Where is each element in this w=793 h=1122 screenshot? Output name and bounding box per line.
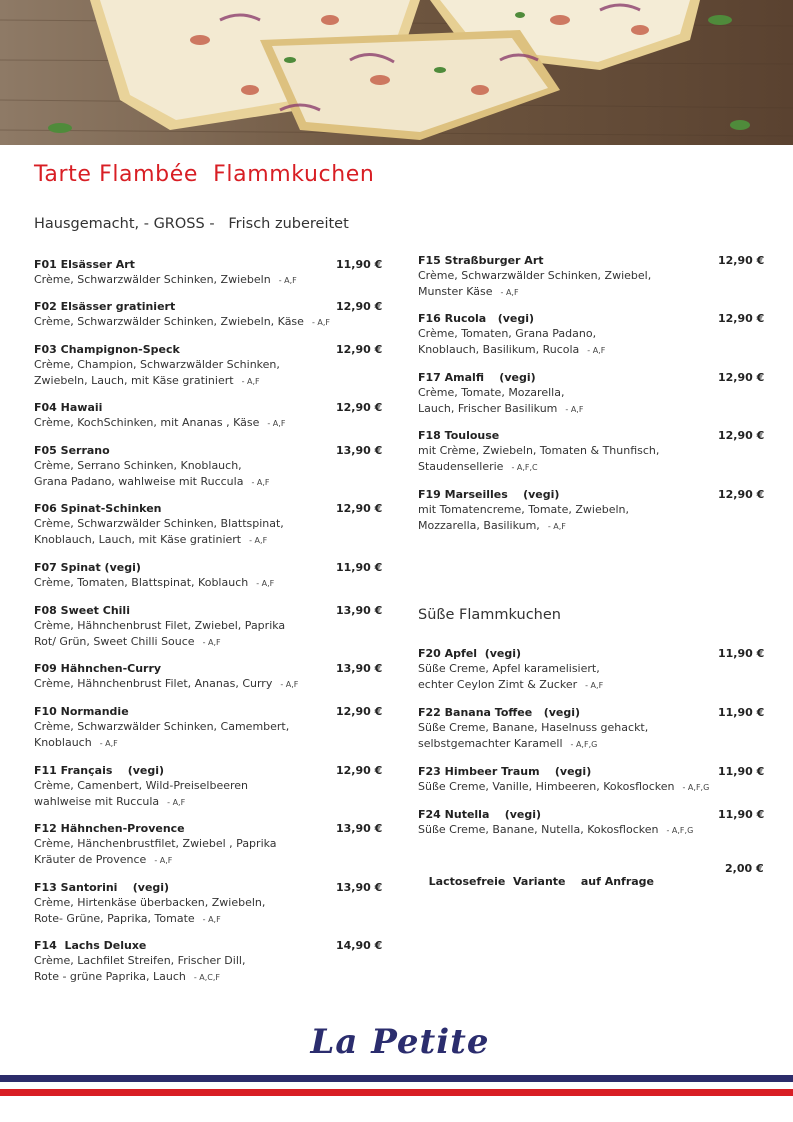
menu-item-name: F04 Hawaii xyxy=(34,401,103,414)
menu-item xyxy=(418,807,768,839)
menu-item-description-text: Crème, Tomaten, Grana Padano, xyxy=(418,327,597,340)
menu-item-description-text: Süße Creme, Banane, Haselnuss gehackt, xyxy=(418,721,649,734)
menu-item-name: F23 Himbeer Traum (vegi) xyxy=(418,765,592,778)
menu-item-price: 13,90 € xyxy=(336,881,383,894)
menu-item-name: F14 Lachs Deluxe xyxy=(34,939,147,952)
menu-item-description xyxy=(34,516,384,532)
menu-item-name: F11 Français (vegi) xyxy=(34,764,165,777)
menu-item-description xyxy=(418,459,768,476)
menu-item-price: 11,90 € xyxy=(718,647,765,660)
menu-item-name: F15 Straßburger Art xyxy=(418,254,544,267)
menu-item-description xyxy=(34,794,384,811)
menu-item-allergens: - A,F xyxy=(267,419,286,428)
menu-item-description-text: Crème, Schwarzwälder Schinken, Camembert, xyxy=(34,720,290,733)
menu-item-description xyxy=(418,661,768,677)
menu-item-description xyxy=(34,911,384,928)
menu-item-name: F13 Santorini (vegi) xyxy=(34,881,170,894)
menu-item-allergens: - A,F xyxy=(249,535,268,545)
menu-item-description xyxy=(34,852,384,869)
menu-item xyxy=(34,661,384,693)
menu-item-description xyxy=(418,342,768,359)
menu-item-allergens: - A,F xyxy=(311,318,330,327)
menu-item-price: 13,90 € xyxy=(336,444,383,457)
menu-item-description-text: Crème, Hirtenkäse überbacken, Zwiebeln, xyxy=(34,896,266,909)
menu-item-name: F06 Spinat-Schinken xyxy=(34,502,162,515)
menu-item-description-text: Knoblauch, Lauch, mit Käse gratiniert xyxy=(34,532,242,546)
menu-item xyxy=(418,764,768,796)
menu-item-allergens: - A,F xyxy=(547,521,566,531)
menu-item xyxy=(34,763,384,810)
menu-item-description xyxy=(34,618,384,634)
menu-item-description xyxy=(34,357,384,373)
menu-item-description-text: Crème, Serrano Schinken, Knoblauch, xyxy=(34,459,242,472)
menu-item-description xyxy=(34,953,384,969)
la-petite-logo: La Petite xyxy=(310,1022,490,1062)
menu-item-description-text: Crème, Schwarzwälder Schinken, Zwiebel, xyxy=(418,269,652,282)
menu-item-description-text: Crème, Lachfilet Streifen, Frischer Dill, xyxy=(34,954,246,967)
menu-item-description-text: Crème, Schwarzwälder Schinken, Zwiebeln, Käse xyxy=(34,315,304,328)
menu-item-price: 12,90 € xyxy=(718,371,765,384)
hero-image-flammkuchen xyxy=(0,0,793,145)
menu-item-price: 13,90 € xyxy=(336,662,383,675)
menu-item-price: 13,90 € xyxy=(336,604,383,617)
menu-item-description xyxy=(34,836,384,852)
menu-item xyxy=(418,253,768,300)
menu-item-description xyxy=(34,719,384,735)
menu-item xyxy=(34,938,384,985)
menu-item-description-text: Crème, Hähnchenbrust Filet, Ananas, Curry xyxy=(34,677,273,690)
menu-item-description xyxy=(34,272,384,289)
menu-item-description-text: Rot/ Grün, Sweet Chilli Souce xyxy=(34,634,195,648)
menu-item-description xyxy=(418,326,768,342)
menu-item xyxy=(34,880,384,927)
menu-item xyxy=(34,821,384,868)
menu-item-description xyxy=(34,575,384,592)
menu-item-allergens: - A,F xyxy=(585,680,604,690)
menu-item-description-text: mit Crème, Zwiebeln, Tomaten & Thunfisch, xyxy=(418,444,660,457)
menu-item-allergens: - A,F xyxy=(251,477,270,487)
menu-item xyxy=(418,370,768,417)
menu-item-description xyxy=(418,385,768,401)
menu-item-description xyxy=(418,401,768,418)
sweet-section-title: Süße Flammkuchen xyxy=(418,607,561,623)
menu-item-description-text: echter Ceylon Zimt & Zucker xyxy=(418,677,578,691)
menu-item-description-text: Grana Padano, wahlweise mit Ruccula xyxy=(34,474,244,488)
flammkuchen-photo xyxy=(0,0,793,145)
menu-item-description-text: Crème, Schwarzwälder Schinken, Zwiebeln xyxy=(34,273,271,286)
menu-item-description-text: Süße Creme, Apfel karamelisiert, xyxy=(418,662,600,675)
menu-item-allergens: - A,F,G xyxy=(666,826,694,835)
menu-item xyxy=(34,299,384,331)
menu-item-allergens: - A,F,G xyxy=(570,739,598,749)
menu-item-price: 11,90 € xyxy=(336,258,383,271)
lactose-free-note xyxy=(421,862,766,901)
menu-item-allergens: - A,F xyxy=(154,855,173,865)
menu-item-price: 12,90 € xyxy=(336,401,383,414)
menu-item-description xyxy=(34,735,384,752)
menu-item-description xyxy=(418,502,768,518)
menu-item-allergens: - A,F xyxy=(99,738,118,748)
menu-item xyxy=(34,400,384,432)
menu-item-price: 12,90 € xyxy=(718,312,765,325)
menu-item-description-text: mit Tomatencreme, Tomate, Zwiebeln, xyxy=(418,503,629,516)
menu-item-name: F08 Sweet Chili xyxy=(34,604,130,617)
blue-stripe xyxy=(0,1075,793,1082)
page-subtitle: Hausgemacht, - GROSS - Frisch zubereitet xyxy=(34,216,349,232)
menu-item-description-text: Munster Käse xyxy=(418,284,493,298)
menu-item-description xyxy=(418,518,768,535)
menu-item xyxy=(34,704,384,751)
menu-item-price: 11,90 € xyxy=(718,808,765,821)
menu-item-description xyxy=(34,314,384,331)
menu-item-description xyxy=(34,474,384,491)
menu-item-description xyxy=(418,779,768,796)
menu-item-price: 14,90 € xyxy=(336,939,383,952)
menu-item-allergens: - A,F xyxy=(587,345,606,355)
menu-item-description-text: Crème, KochSchinken, mit Ananas , Käse xyxy=(34,416,260,429)
menu-item-price: 11,90 € xyxy=(718,765,765,778)
menu-item xyxy=(34,501,384,548)
menu-item-allergens: - A,F xyxy=(202,637,221,647)
menu-item-description-text: Süße Creme, Banane, Nutella, Kokosflocken xyxy=(418,823,659,836)
menu-item-description xyxy=(34,634,384,651)
menu-item xyxy=(34,560,384,592)
menu-item-description xyxy=(418,268,768,284)
menu-item-description-text: Süße Creme, Vanille, Himbeeren, Kokosflocken xyxy=(418,780,675,793)
menu-item-name: F20 Apfel (vegi) xyxy=(418,647,522,660)
menu-item-name: F10 Normandie xyxy=(34,705,129,718)
menu-item-description xyxy=(418,822,768,839)
menu-item-name: F05 Serrano xyxy=(34,444,110,457)
menu-item-description-text: Kräuter de Provence xyxy=(34,852,147,866)
menu-item-allergens: - A,F xyxy=(278,276,297,285)
menu-item xyxy=(418,428,768,475)
menu-item-description-text: Rote- Grüne, Paprika, Tomate xyxy=(34,911,195,925)
menu-item xyxy=(418,487,768,534)
menu-item-description-text: Crème, Camenbert, Wild-Preiselbeeren xyxy=(34,779,248,792)
lactose-free-label: Lactosefreie Variante auf Anfrage xyxy=(428,875,655,888)
menu-item-price: 11,90 € xyxy=(718,706,765,719)
menu-item-name: F07 Spinat (vegi) xyxy=(34,561,141,574)
menu-item-name: F24 Nutella (vegi) xyxy=(418,808,542,821)
menu-item-price: 12,90 € xyxy=(718,488,765,501)
menu-item-description xyxy=(418,443,768,459)
menu-item-allergens: - A,F xyxy=(280,680,299,689)
menu-item-price: 13,90 € xyxy=(336,822,383,835)
menu-item xyxy=(34,257,384,289)
menu-item xyxy=(418,311,768,358)
menu-item-name: F16 Rucola (vegi) xyxy=(418,312,535,325)
menu-item-allergens: - A,F,C xyxy=(511,462,538,472)
menu-item xyxy=(34,603,384,650)
menu-item-allergens: - A,F xyxy=(256,579,275,588)
menu-item-price: 12,90 € xyxy=(336,502,383,515)
menu-item-description xyxy=(34,532,384,549)
menu-item-allergens: - A,F xyxy=(241,376,260,386)
menu-item-description-text: Crème, Champion, Schwarzwälder Schinken, xyxy=(34,358,280,371)
menu-item-description xyxy=(34,458,384,474)
red-stripe xyxy=(0,1089,793,1096)
menu-item-name: F03 Champignon-Speck xyxy=(34,343,180,356)
menu-item-allergens: - A,F xyxy=(202,914,221,924)
menu-item xyxy=(418,705,768,752)
menu-item-name: F19 Marseilles (vegi) xyxy=(418,488,560,501)
menu-item-description-text: Crème, Schwarzwälder Schinken, Blattspinat, xyxy=(34,517,284,530)
menu-item-description xyxy=(34,969,384,986)
menu-item-description-text: Knoblauch, Basilikum, Rucola xyxy=(418,342,580,356)
menu-item-description-text: Zwiebeln, Lauch, mit Käse gratiniert xyxy=(34,373,234,387)
menu-item-allergens: - A,C,F xyxy=(193,972,221,982)
menu-item xyxy=(34,443,384,490)
menu-item-name: F22 Banana Toffee (vegi) xyxy=(418,706,581,719)
menu-item-name: F01 Elsässer Art xyxy=(34,258,135,271)
menu-item-description-text: Crème, Hänchenbrustfilet, Zwiebel , Paprika xyxy=(34,837,277,850)
menu-item-price: 12,90 € xyxy=(718,429,765,442)
menu-item-allergens: - A,F xyxy=(565,404,584,414)
menu-item-allergens: - A,F,G xyxy=(682,783,710,792)
menu-item-name: F09 Hähnchen-Curry xyxy=(34,662,162,675)
menu-item-allergens: - A,F xyxy=(500,287,519,297)
menu-item-description xyxy=(418,677,768,694)
menu-item-description-text: wahlweise mit Ruccula xyxy=(34,794,160,808)
menu-item-description-text: Staudensellerie xyxy=(418,459,504,473)
menu-item-price: 12,90 € xyxy=(336,764,383,777)
menu-item-description xyxy=(418,284,768,301)
menu-item-name: F12 Hähnchen-Provence xyxy=(34,822,185,835)
menu-item-allergens: - A,F xyxy=(167,797,186,807)
page-title: Tarte Flambée Flammkuchen xyxy=(34,162,375,187)
menu-item-description-text: Rote - grüne Paprika, Lauch xyxy=(34,969,186,983)
menu-item-price: 12,90 € xyxy=(336,343,383,356)
menu-item-description-text: Mozzarella, Basilikum, xyxy=(418,518,540,532)
menu-item-description-text: Crème, Hähnchenbrust Filet, Zwiebel, Paprika xyxy=(34,619,286,632)
menu-item-description-text: Crème, Tomaten, Blattspinat, Koblauch xyxy=(34,576,249,589)
menu-item xyxy=(34,342,384,389)
menu-item-name: F17 Amalfi (vegi) xyxy=(418,371,536,384)
menu-item-name: F18 Toulouse xyxy=(418,429,500,442)
menu-item-price: 12,90 € xyxy=(336,705,383,718)
menu-item-description xyxy=(34,415,384,432)
menu-item xyxy=(418,646,768,693)
lactose-free-price: 2,00 € xyxy=(725,862,764,875)
menu-item-price: 12,90 € xyxy=(718,254,765,267)
menu-item-description xyxy=(418,720,768,736)
menu-item-description xyxy=(34,676,384,693)
menu-item-price: 12,90 € xyxy=(336,300,383,313)
menu-item-description xyxy=(34,895,384,911)
menu-item-description xyxy=(34,778,384,794)
menu-item-description-text: Crème, Tomate, Mozarella, xyxy=(418,386,565,399)
menu-item-name: F02 Elsässer gratiniert xyxy=(34,300,176,313)
menu-item-description xyxy=(418,736,768,753)
menu-item-description-text: selbstgemachter Karamell xyxy=(418,736,563,750)
menu-item-description-text: Knoblauch xyxy=(34,735,92,749)
menu-item-description-text: Lauch, Frischer Basilikum xyxy=(418,401,558,415)
menu-item-price: 11,90 € xyxy=(336,561,383,574)
menu-item-description xyxy=(34,373,384,390)
